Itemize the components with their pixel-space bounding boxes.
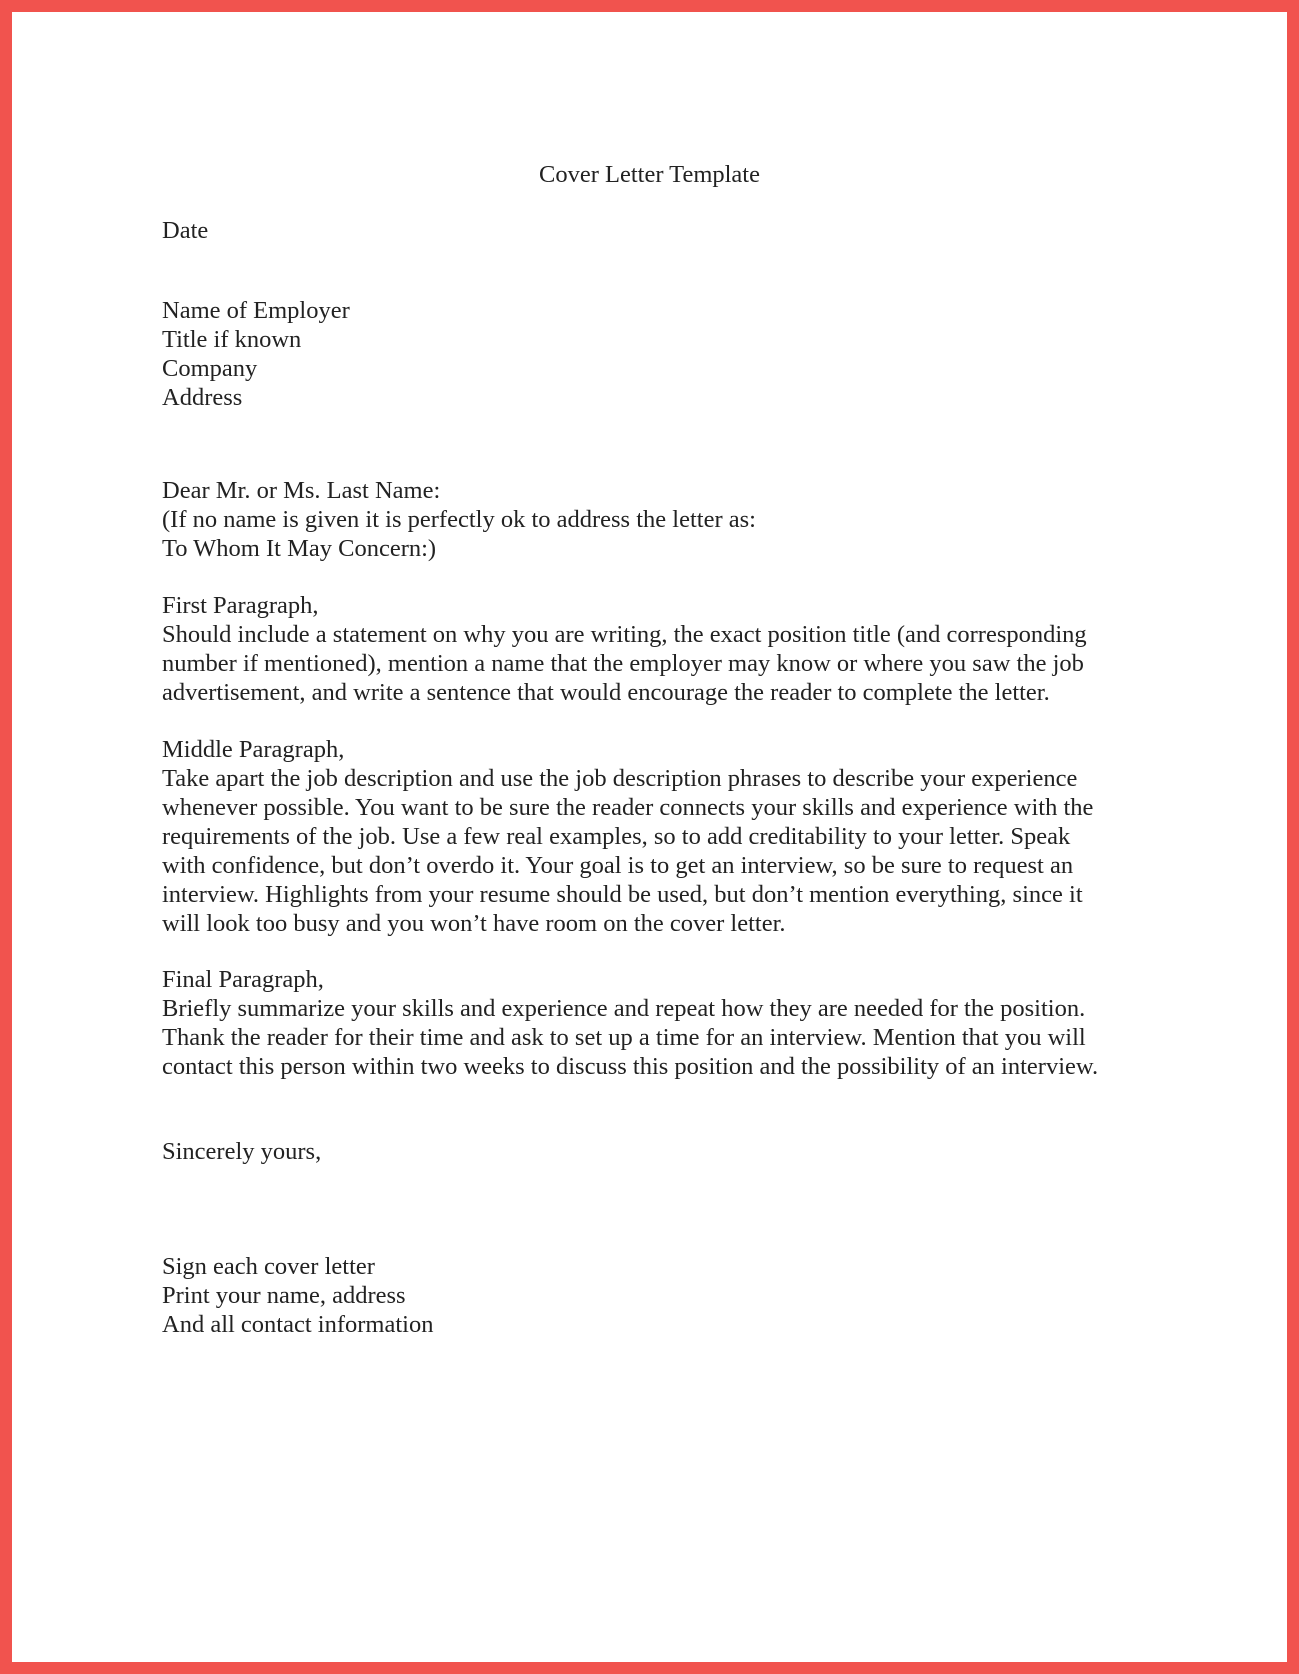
employer-name-line: Name of Employer <box>162 297 350 324</box>
first-paragraph-line: number if mentioned), mention a name that the employer may know or where you saw the job <box>162 650 1084 677</box>
middle-paragraph-line: with confidence, but don’t overdo it. Your goal is to get an interview, so be sure to request an <box>162 852 1074 879</box>
date-label: Date <box>162 217 209 244</box>
middle-paragraph-heading: Middle Paragraph, <box>162 736 345 763</box>
employer-address-line: Address <box>162 384 243 411</box>
final-paragraph-heading: Final Paragraph, <box>162 966 324 993</box>
middle-paragraph-line: interview. Highlights from your resume should be used, but don’t mention everything, since it <box>162 881 1083 908</box>
signature-block <box>162 1252 1162 1339</box>
middle-paragraph <box>162 735 1162 938</box>
document-title: Cover Letter Template <box>539 161 760 188</box>
closing-block <box>162 1137 1162 1166</box>
employer-block <box>162 296 1162 412</box>
first-paragraph-heading: First Paragraph, <box>162 592 319 619</box>
salutation-block <box>162 476 1162 563</box>
first-paragraph-line: advertisement, and write a sentence that would encourage the reader to complete the letter. <box>162 679 1050 706</box>
salutation-alt-line: To Whom It May Concern:) <box>162 535 437 562</box>
date-line <box>162 216 1162 245</box>
salutation-line: Dear Mr. or Ms. Last Name: <box>162 477 441 504</box>
middle-paragraph-line: requirements of the job. Use a few real examples, so to add creditability to your letter. Speak <box>162 823 1071 850</box>
final-paragraph-line: contact this person within two weeks to discuss this position and the possibility of an interview. <box>162 1053 1099 1080</box>
employer-company-line: Company <box>162 355 258 382</box>
signature-line: Print your name, address <box>162 1282 406 1309</box>
middle-paragraph-line: whenever possible. You want to be sure the reader connects your skills and experience with the <box>162 794 1094 821</box>
final-paragraph-line: Briefly summarize your skills and experience and repeat how they are needed for the position. <box>162 995 1086 1022</box>
middle-paragraph-line: will look too busy and you won’t have room on the cover letter. <box>162 910 786 937</box>
salutation-note-line: (If no name is given it is perfectly ok to address the letter as: <box>162 506 756 533</box>
signature-line: Sign each cover letter <box>162 1253 375 1280</box>
closing-line: Sincerely yours, <box>162 1138 322 1165</box>
signature-line: And all contact information <box>162 1311 434 1338</box>
final-paragraph <box>162 965 1162 1081</box>
middle-paragraph-line: Take apart the job description and use the job description phrases to describe your experience <box>162 765 1078 792</box>
first-paragraph <box>162 591 1162 707</box>
final-paragraph-line: Thank the reader for their time and ask to set up a time for an interview. Mention that you will <box>162 1024 1086 1051</box>
employer-title-line: Title if known <box>162 326 302 353</box>
first-paragraph-line: Should include a statement on why you are writing, the exact position title (and corresponding <box>162 621 1087 648</box>
